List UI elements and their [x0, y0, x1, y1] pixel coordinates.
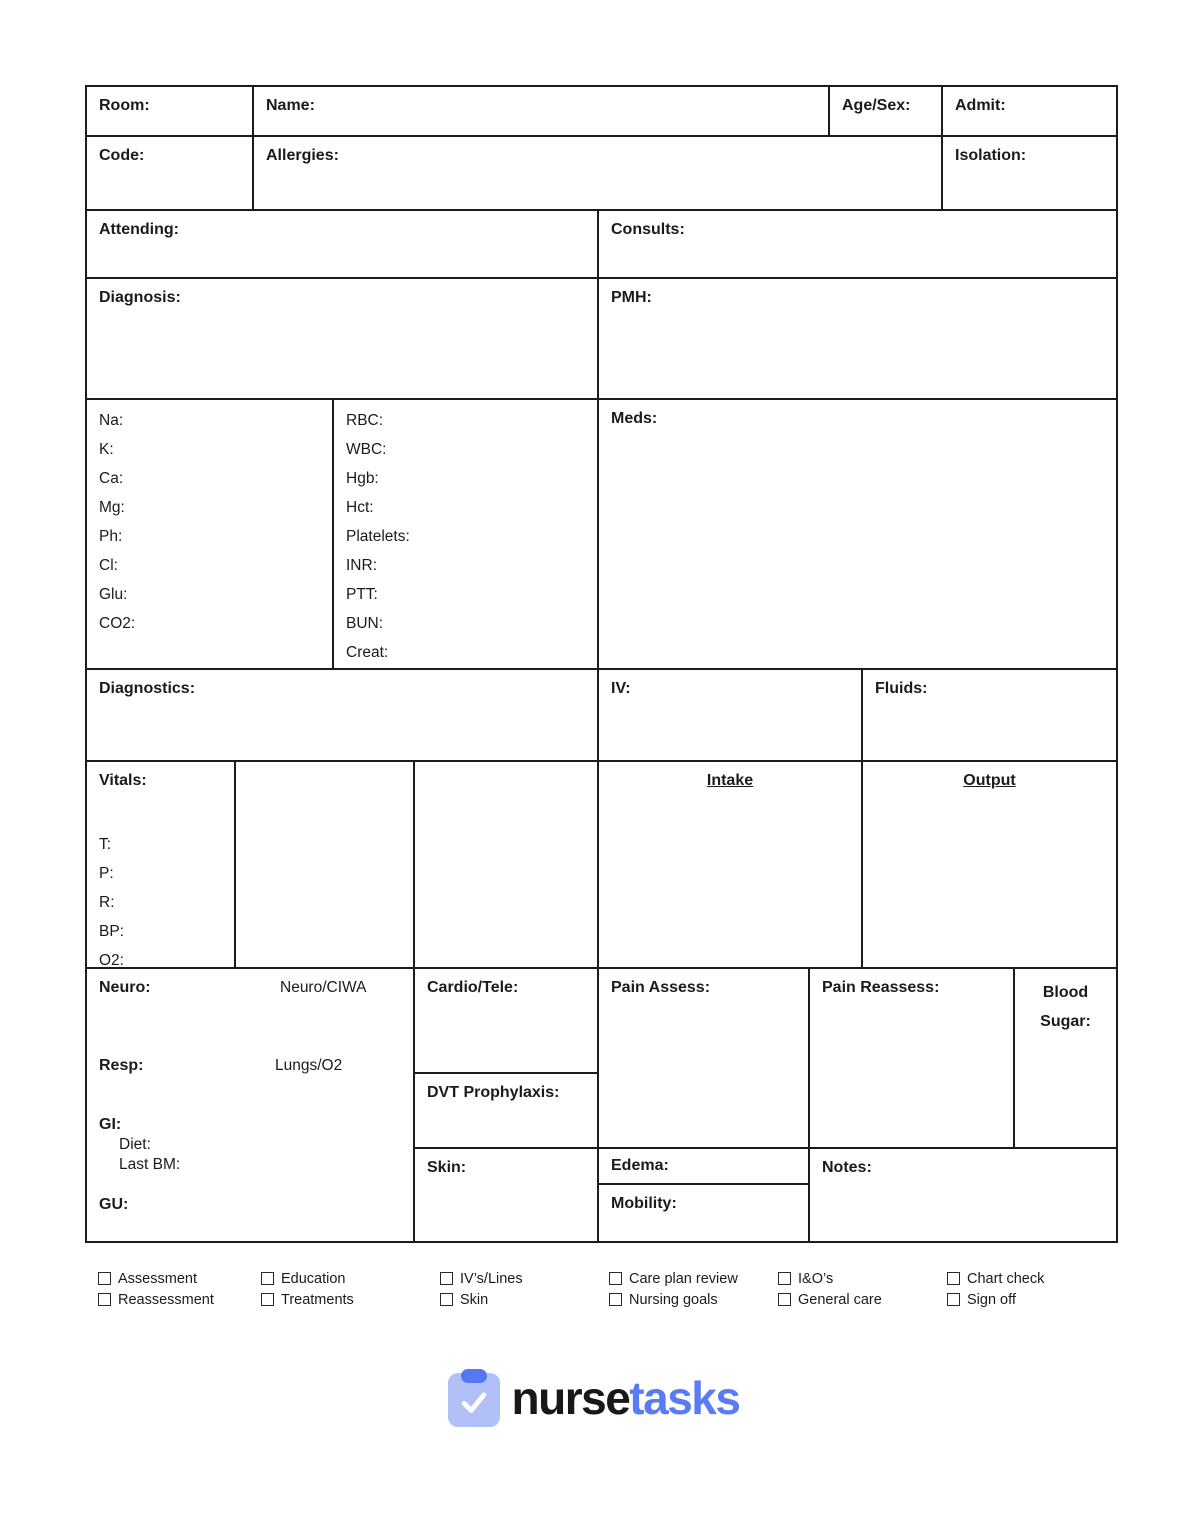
lab-creat-label: Creat: — [346, 644, 389, 661]
checklist-group-chart-check — [947, 1268, 1044, 1310]
last-bm-label: Last BM: — [119, 1156, 181, 1173]
consults-field — [597, 209, 1116, 277]
checklist-item — [98, 1289, 214, 1310]
checklist-item — [947, 1268, 1044, 1289]
checkbox-education[interactable] — [261, 1272, 274, 1285]
pain-reassess-label: Pain Reassess: — [822, 979, 940, 996]
systems-field — [87, 967, 415, 1241]
lab-platelets-label: Platelets: — [346, 528, 410, 545]
checklist-item — [609, 1289, 738, 1310]
notes-field — [808, 1147, 1116, 1241]
room-label: Room: — [99, 97, 150, 114]
room-field — [87, 87, 254, 137]
checkbox-treatments[interactable] — [261, 1293, 274, 1306]
labs-heme-field — [332, 398, 597, 668]
checkbox-label: I&O’s — [798, 1270, 834, 1287]
pmh-label: PMH: — [611, 289, 652, 306]
checklist-item — [98, 1268, 214, 1289]
cardio-tele-label: Cardio/Tele: — [427, 979, 519, 996]
skin-field — [413, 1147, 597, 1241]
brand-wordmark — [511, 1372, 740, 1424]
iv-label: IV: — [611, 680, 631, 697]
mobility-field — [597, 1183, 808, 1241]
nursing-report-sheet — [85, 85, 1118, 1243]
diagnostics-label: Diagnostics: — [99, 680, 196, 697]
lab-bun-label: BUN: — [346, 615, 384, 632]
vital-p-label: P: — [99, 865, 114, 883]
age-sex-label: Age/Sex: — [842, 97, 911, 114]
skin-label: Skin: — [427, 1159, 467, 1176]
checklist-item — [440, 1289, 523, 1310]
code-label: Code: — [99, 147, 145, 164]
checkbox-label: Care plan review — [629, 1270, 738, 1287]
checkbox-label: Skin — [460, 1291, 489, 1308]
neuro-ciwa-note: Neuro/CIWA — [280, 979, 367, 996]
vitals-field — [87, 760, 236, 970]
neuro-label: Neuro: — [99, 979, 151, 996]
lab-k-label: K: — [99, 441, 114, 458]
labs-chem-field — [87, 398, 334, 668]
meds-field — [597, 398, 1116, 668]
checklist-item — [261, 1289, 354, 1310]
checkbox-label: Treatments — [281, 1291, 354, 1308]
pain-reassess-field — [808, 967, 1013, 1147]
fluids-field — [861, 668, 1116, 760]
edema-label: Edema: — [611, 1157, 669, 1174]
attending-label: Attending: — [99, 221, 179, 238]
iv-field — [597, 668, 861, 760]
checklist-item — [609, 1268, 738, 1289]
output-label: Output — [963, 772, 1016, 789]
checklist-item — [778, 1268, 882, 1289]
edema-field — [597, 1147, 808, 1183]
checklist-item — [440, 1268, 523, 1289]
lab-ph-label: Ph: — [99, 528, 123, 545]
lab-cl-label: Cl: — [99, 557, 118, 574]
blood-sugar-label-line2: Sugar: — [1040, 1013, 1091, 1030]
clipboard-clip — [461, 1369, 487, 1383]
checkbox-reassessment[interactable] — [98, 1293, 111, 1306]
lab-hgb-label: Hgb: — [346, 470, 379, 487]
diagnostics-field — [87, 668, 599, 760]
checklist-group-education — [261, 1268, 354, 1310]
checkbox-assessment[interactable] — [98, 1272, 111, 1285]
admit-label: Admit: — [955, 97, 1006, 114]
isolation-field — [941, 135, 1116, 209]
meds-label: Meds: — [611, 410, 658, 427]
intake-label: Intake — [706, 772, 754, 789]
admit-field — [941, 87, 1116, 137]
vitals-label: Vitals: — [99, 772, 147, 789]
name-label: Name: — [266, 97, 315, 114]
vital-bp-label: BP: — [99, 923, 124, 941]
lab-glu-label: Glu: — [99, 586, 128, 603]
vitals-blank-column-2 — [413, 760, 597, 967]
checkbox-label: Sign off — [967, 1291, 1016, 1308]
consults-label: Consults: — [611, 221, 685, 238]
attending-field — [87, 209, 599, 277]
checkbox-label: Assessment — [118, 1270, 197, 1287]
lab-inr-label: INR: — [346, 557, 377, 574]
brand-nurse-text: nurse — [511, 1372, 630, 1424]
checkbox-label: Reassessment — [118, 1291, 214, 1308]
code-field — [87, 135, 254, 209]
blood-sugar-label-line1: Blood — [1042, 984, 1089, 1001]
checkbox-care-plan-review[interactable] — [609, 1272, 622, 1285]
diagnosis-label: Diagnosis: — [99, 289, 181, 306]
lab-na-label: Na: — [99, 412, 124, 429]
checkbox-general-care[interactable] — [778, 1293, 791, 1306]
diet-label: Diet: — [119, 1136, 151, 1153]
gu-label: GU: — [99, 1196, 129, 1213]
check-glyph — [457, 1385, 491, 1419]
lungs-o2-note: Lungs/O2 — [275, 1057, 343, 1074]
pain-assess-label: Pain Assess: — [611, 979, 711, 996]
checklist-group-ios — [778, 1268, 882, 1310]
clipboard-check-icon — [448, 1369, 500, 1427]
checkbox-label: Nursing goals — [629, 1291, 718, 1308]
checkbox-ios[interactable] — [778, 1272, 791, 1285]
vital-o2-label: O2: — [99, 952, 124, 970]
lab-ptt-label: PTT: — [346, 586, 378, 603]
checkbox-nursing-goals[interactable] — [609, 1293, 622, 1306]
checklist-group-care-plan — [609, 1268, 738, 1310]
checklist-item — [261, 1268, 354, 1289]
checkbox-label: General care — [798, 1291, 882, 1308]
cardio-tele-field — [413, 967, 597, 1072]
lab-mg-label: Mg: — [99, 499, 125, 516]
lab-rbc-label: RBC: — [346, 412, 384, 429]
checkbox-skin[interactable] — [440, 1293, 453, 1306]
checkbox-chart-check[interactable] — [947, 1272, 960, 1285]
allergies-label: Allergies: — [266, 147, 339, 164]
lab-wbc-label: WBC: — [346, 441, 387, 458]
nursetasks-logo — [0, 1363, 1187, 1433]
fluids-label: Fluids: — [875, 680, 928, 697]
vital-t-label: T: — [99, 836, 112, 854]
pain-assess-field — [597, 967, 808, 1147]
allergies-field — [252, 135, 941, 209]
vital-r-label: R: — [99, 894, 115, 912]
notes-label: Notes: — [822, 1159, 872, 1176]
output-field — [861, 760, 1116, 967]
lab-co2-label: CO2: — [99, 615, 136, 632]
mobility-label: Mobility: — [611, 1195, 677, 1212]
blood-sugar-field — [1013, 967, 1116, 1147]
pmh-field — [597, 277, 1116, 398]
checkbox-sign-off[interactable] — [947, 1293, 960, 1306]
brand-tasks-text: tasks — [629, 1372, 740, 1424]
checkbox-label: Chart check — [967, 1270, 1045, 1287]
lab-ca-label: Ca: — [99, 470, 124, 487]
gi-label: GI: — [99, 1116, 122, 1133]
checklist-group-assessment — [98, 1268, 214, 1310]
checklist-item — [778, 1289, 882, 1310]
checkbox-label: Education — [281, 1270, 346, 1287]
dvt-prophylaxis-field — [413, 1072, 597, 1147]
checklist-item — [947, 1289, 1044, 1310]
intake-field — [597, 760, 861, 967]
checkbox-ivs-lines[interactable] — [440, 1272, 453, 1285]
lab-hct-label: Hct: — [346, 499, 374, 516]
checklist-group-ivs-lines — [440, 1268, 523, 1310]
checkbox-label: IV’s/Lines — [460, 1270, 523, 1287]
age-sex-field — [828, 87, 941, 137]
dvt-prophylaxis-label: DVT Prophylaxis: — [427, 1084, 560, 1101]
vitals-blank-column-1 — [234, 760, 413, 967]
name-field — [252, 87, 828, 137]
diagnosis-field — [87, 277, 599, 398]
isolation-label: Isolation: — [955, 147, 1027, 164]
resp-label: Resp: — [99, 1057, 144, 1074]
